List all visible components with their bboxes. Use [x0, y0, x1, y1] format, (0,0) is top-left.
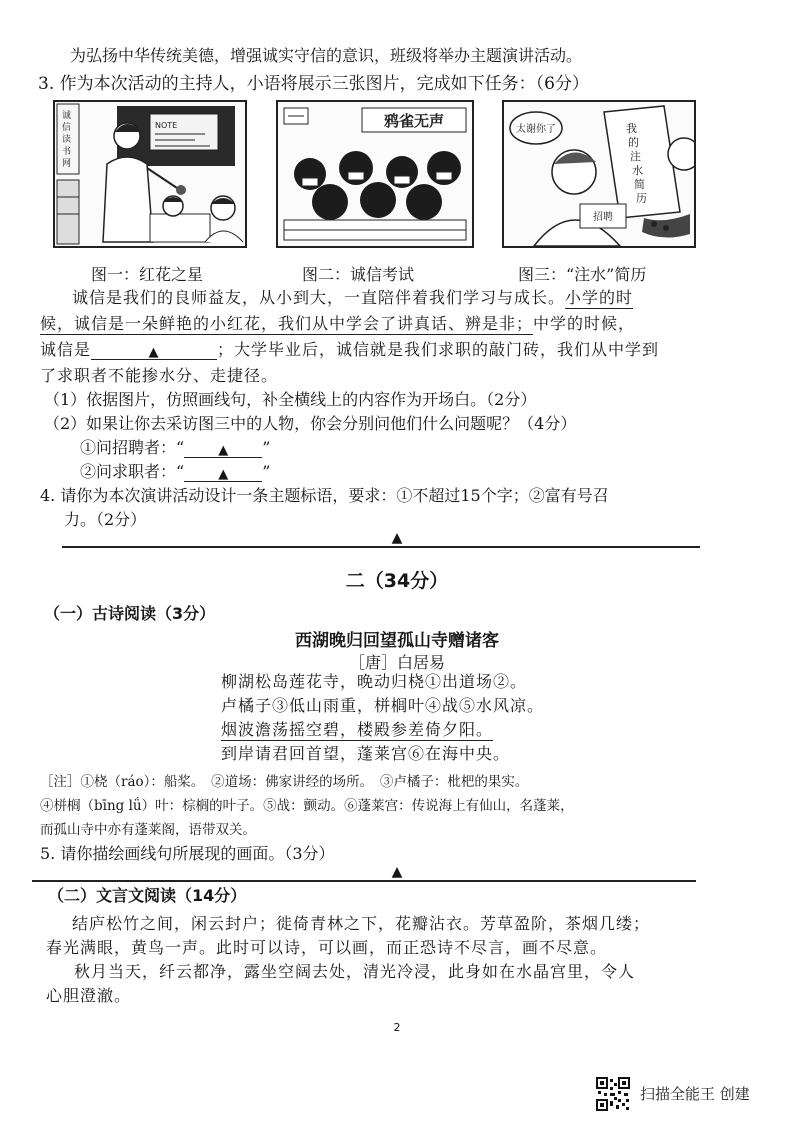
- poem-line-4: 到岸请君回首望，蓬莱宫⑥在海中央。: [221, 744, 511, 763]
- paragraph-line-4: 了求职者不能掺水分、走捷径。: [40, 366, 279, 385]
- question-3-2: （2）如果让你去采访图三中的人物，你会分别问他们什么问题呢？（4分）: [44, 414, 577, 433]
- board-text: NOTE: [155, 121, 178, 130]
- picture-red-flower-star: [53, 100, 247, 248]
- question-5: 5. 请你描绘画线句所展现的画面。（3分）: [40, 844, 335, 863]
- answer-blank-applicant[interactable]: ▲: [184, 463, 262, 482]
- vertical-sign: 诚信读书网: [62, 111, 72, 169]
- caption-2: 图二：诚信考试: [302, 265, 415, 284]
- watermark-text: 扫描全能王 创建: [640, 1085, 750, 1103]
- picture-title: 鸦雀无声: [383, 112, 445, 130]
- picture-inflated-resume: [502, 100, 696, 248]
- picture-honest-exam: [276, 100, 474, 248]
- divider-2: [32, 880, 696, 882]
- caption-1: 图一：红花之星: [91, 265, 204, 284]
- paragraph-line-2: 候，诚信是一朵鲜艳的小红花，我们从中学会了讲真话、辨是非；中学的时候，: [40, 314, 636, 333]
- question-4-line-2: 力。（2分）: [64, 510, 147, 529]
- underlined-sentence: 候，诚信是一朵鲜艳的小红花，我们从中学会了讲真话、辨是非；: [40, 314, 534, 333]
- prose-line-1: 结庐松竹之间，闲云封户；徙倚青林之下，花瓣沾衣。芳草盈阶，茶烟几缕；: [72, 914, 651, 933]
- poem-line-3: [221, 720, 493, 740]
- desk-sign: 招聘: [593, 212, 613, 223]
- intro-text: 为弘扬中华传统美德，增强诚实守信的意识，班级将举办主题演讲活动。: [70, 46, 583, 65]
- poem-line-1: 柳湖松岛莲花寺，晚动归桡①出道场②。: [221, 672, 528, 691]
- qr-code-icon: [596, 1077, 630, 1111]
- part-1-title: （一）古诗阅读（3分）: [44, 604, 216, 623]
- section-2-title: 二（34分）: [345, 570, 449, 592]
- paragraph-line-3: 诚信是 ▲ ；大学毕业后，诚信就是我们求职的敲门砖，我们从中学到: [40, 340, 660, 360]
- answer-blank-recruiter[interactable]: ▲: [184, 439, 262, 458]
- paragraph-line-1: 诚信是我们的良师益友，从小到大，一直陪伴着我们学习与成长。小学的时: [72, 288, 634, 307]
- prose-line-4: 心胆澄澈。: [46, 986, 132, 1005]
- page-number: 2: [393, 1021, 401, 1034]
- answer-mark-q5: ▲: [391, 864, 403, 880]
- underlined-poem-line: 烟波澹荡摇空碧，楼殿参差倚夕阳。: [221, 720, 494, 739]
- question-3-2-a: ①问招聘者：“ ▲ ”: [80, 438, 271, 458]
- question-3-stem: 3. 作为本次活动的主持人，小语将展示三张图片，完成如下任务：（6分）: [38, 74, 589, 94]
- answer-blank-opening[interactable]: ▲: [91, 341, 217, 360]
- underlined-sentence-start: 小学的时: [565, 288, 634, 307]
- annotation-line-1: ［注］①桡（ráo）：船桨。 ②道场：佛家讲经的场所。 ③卢橘子：枇杷的果实。: [40, 774, 529, 790]
- annotation-line-3: 而孤山寺中亦有蓬莱阁，语带双关。: [40, 822, 256, 838]
- question-3-1: （1）依据图片，仿照画线句，补全横线上的内容作为开场白。（2分）: [44, 390, 537, 409]
- resume-title: 我的注水简历: [626, 122, 647, 205]
- caption-3: 图三：“注水”简历: [518, 265, 647, 284]
- answer-mark-q4: ▲: [391, 530, 403, 546]
- annotation-line-2: ④栟榈（bīng lǘ）叶：棕榈的叶子。⑤战：颤动。⑥蓬莱宫：传说海上有仙山，名蓬莱，: [40, 798, 574, 814]
- question-3-2-b: ②问求职者：“ ▲ ”: [80, 462, 271, 482]
- poem-author: ［唐］白居易: [348, 653, 445, 672]
- speech-bubble-text: 太谢你了: [516, 124, 556, 135]
- question-4-line-1: 4. 请你为本次演讲活动设计一条主题标语，要求：①不超过15个字；②富有号召: [40, 486, 609, 505]
- divider-1: [62, 546, 700, 548]
- part-2-title: （二）文言文阅读（14分）: [48, 886, 247, 905]
- prose-line-3: 秋月当天，纤云都净，露坐空阔去处，清光冷浸，此身如在水晶宫里，令人: [74, 962, 636, 981]
- poem-line-2: 卢橘子③低山雨重，栟榈叶④战⑤水风凉。: [221, 696, 545, 715]
- prose-line-2: 春光满眼，黄鸟一声。此时可以诗，可以画，而正恐诗不尽言，画不尽意。: [46, 938, 608, 957]
- poem-title: 西湖晚归回望孤山寺赠诸客: [295, 631, 499, 651]
